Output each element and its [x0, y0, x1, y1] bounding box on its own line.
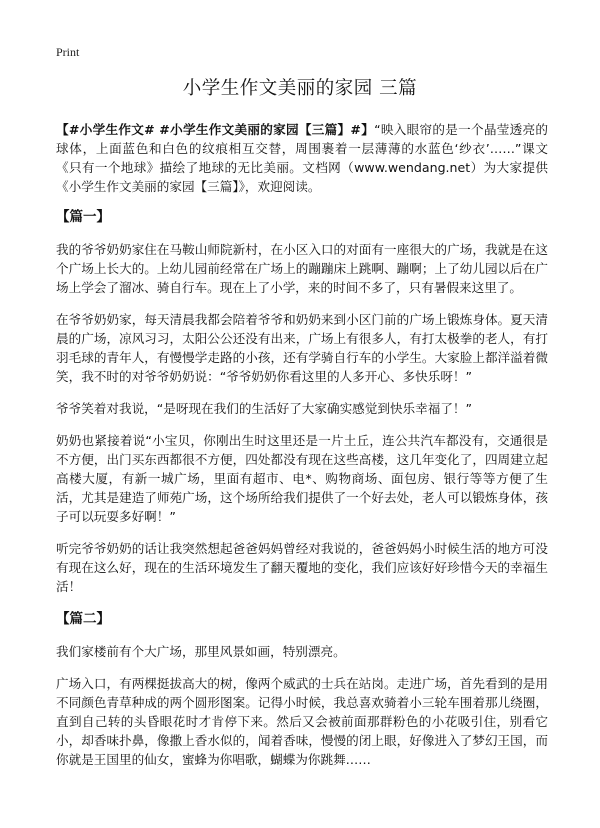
section-one [56, 207, 548, 596]
section-two [56, 609, 548, 769]
paragraph: 我们家楼前有个大广场，那里风景如画，特别漂亮。 [56, 644, 346, 659]
paragraph: 广场入口，有两棵挺拔高大的树，像两个威武的士兵在站岗。走进广场，首先看到的是用不同颜色青草种成的两个圆形图案。记得小时候，我总喜欢骑着小三轮车围着那儿绕圈，直到自己转的头昏眼花时才肯停下来。然后又会被前面那群粉色的小花吸引住，别看它小，却香味扑鼻，像撒上香水似的，闻着香味，慢慢的闭上眼，好像进入了梦幻王国，而你就是王国里的仙女，蜜蜂为你唱歌，蝴蝶为你跳舞…… [56, 676, 548, 767]
intro-text: “映入眼帘的是一个晶莹透亮的球体，上面蓝色和白色的纹痕相互交替，周围裹着一层薄薄的水蓝色‘纱衣’……”课文《只有一个地球》描绘了地球的无比美丽。文档网（www.wendang.net）为大家提供《小学生作文美丽的家园【三篇】》，欢迎阅读。 [56, 122, 548, 194]
print-label: Print [56, 45, 80, 59]
section-heading: 【篇一】 [56, 209, 110, 225]
intro-tag: 【#小学生作文# #小学生作文美丽的家园【三篇】#】 [56, 122, 375, 137]
intro-paragraph [56, 120, 548, 196]
article-body [56, 120, 548, 782]
paragraph: 爷爷笑着对我说，“是呀现在我们的生活好了大家确实感觉到快乐幸福了！” [56, 401, 473, 416]
paragraph: 听完爷爷奶奶的话让我突然想起爸爸妈妈曾经对我说的，爸爸妈妈小时候生活的地方可没有现在这么好，现在的生活环境发生了翻天覆地的变化，我们应该好好珍惜今天的幸福生活！ [56, 541, 548, 594]
section-heading: 【篇二】 [56, 611, 110, 627]
paragraph: 奶奶也紧接着说“小宝贝，你刚出生时这里还是一片土丘，连公共汽车都没有，交通很是不方便，出门买东西都很不方便，四处都没有现在这些高楼，这几年变化了，四周建立起高楼大厦，有新一城广场，里面有超市、电*、购物商场、面包房、银行等等方便了生活，尤其是建造了师苑广场，这个场所给我们提供了一个好去处，老人可以锻炼身体，孩子可以玩耍多好啊！” [56, 433, 548, 524]
paragraph: 我的爷爷奶奶家住在马鞍山师院新村，在小区入口的对面有一座很大的广场，我就是在这个广场上长大的。上幼儿园前经常在广场上的蹦蹦床上跳啊、蹦啊；上了幼儿园以后在广场上学会了溜冰、骑自行车。现在上了小学，来的时间不多了，只有暑假来这里了。 [56, 242, 548, 295]
page-title: 小学生作文美丽的家园 三篇 [182, 78, 418, 99]
paragraph: 在爷爷奶奶家，每天清晨我都会陪着爷爷和奶奶来到小区门前的广场上锻炼身体。夏天清晨的广场，凉风习习，太阳公公还没有出来，广场上有很多人，有打太极拳的老人，有打羽毛球的青年人，有慢慢学走路的小孩，还有学骑自行车的小学生。大家脸上都洋溢着微笑，我不时的对爷爷奶奶说：“爷爷奶奶你看这里的人多开心、多快乐呀！” [56, 312, 548, 384]
